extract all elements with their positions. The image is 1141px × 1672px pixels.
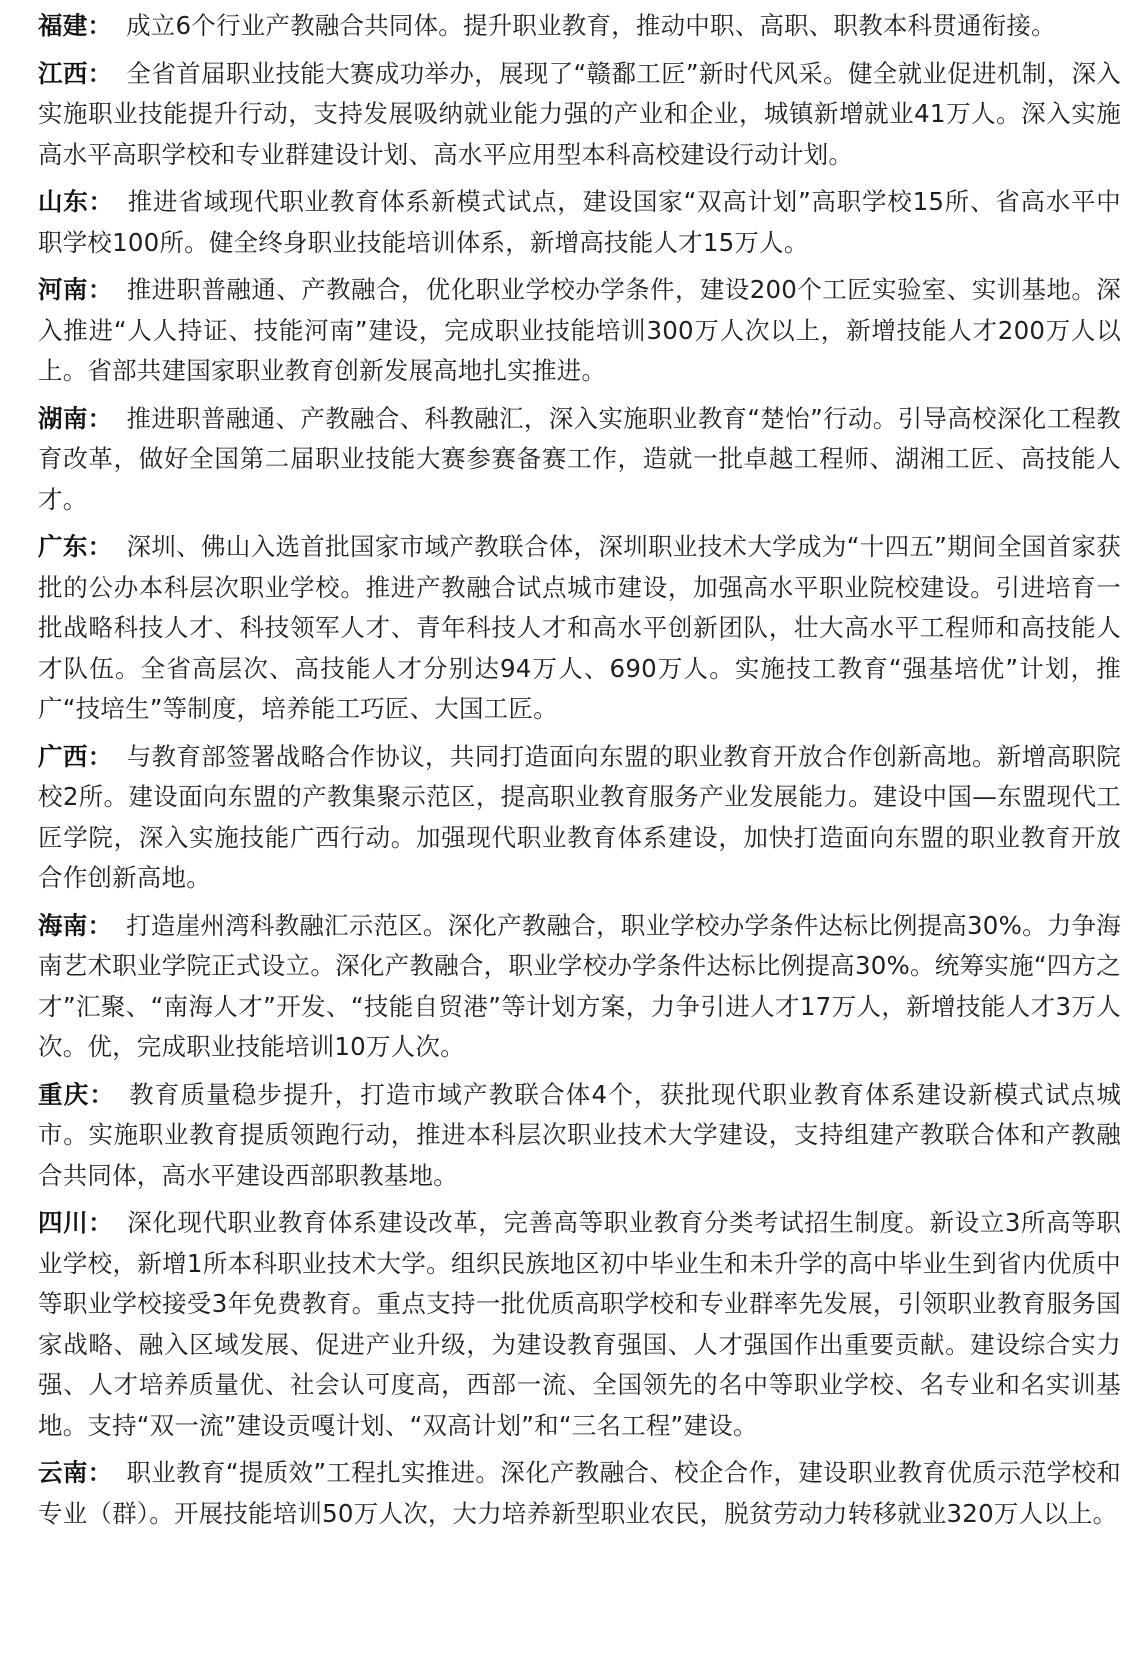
entry-sichuan	[38, 1203, 1121, 1446]
entry-text: 全省首届职业技能大赛成功举办，展现了“赣鄱工匠”新时代风采。健全就业促进机制，深入实施职业技能提升行动，支持发展吸纳就业能力强的产业和企业，城镇新增就业41万人。深入实施高水平高职学校和专业群建设计划、高水平应用型本科高校建设行动计划。	[38, 58, 1121, 169]
province-name: 山东	[38, 187, 89, 216]
entry-text: 推进职普融通、产教融合，优化职业学校办学条件，建设200个工匠实验室、实训基地。深入推进“人人持证、技能河南”建设，完成职业技能培训300万人次以上，新增技能人才200万人以上。省部共建国家职业教育创新发展高地扎实推进。	[38, 275, 1121, 385]
entry-chongqing	[38, 1075, 1121, 1197]
entry-text: 职业教育“提质效”工程扎实推进。深化产教融合、校企合作，建设职业教育优质示范学校和专业（群）。开展技能培训50万人次，大力培养新型职业农民，脱贫劳动力转移就业320万人以上。	[38, 1458, 1121, 1528]
province-name: 海南	[38, 910, 88, 940]
entry-text: 深化现代职业教育体系建设改革，完善高等职业教育分类考试招生制度。新设立3所高等职业学校，新增1所本科职业技术大学。组织民族地区初中毕业生和未升学的高中毕业生到省内优质中等职业学校接受3年免费教育。重点支持一批优质高职学校和专业群率先发展，引领职业教育服务国家战略、融入区域发展、促进产业升级，为建设教育强国、人才强国作出重要贡献。建设综合实力强、人才培养质量优、社会认可度高，西部一流、全国领先的名中等职业学校、名专业和名实训基地。支持“双一流”建设贡嘎计划、“双高计划”和“三名工程”建设。	[38, 1208, 1121, 1440]
entry-guangdong	[38, 527, 1121, 730]
entry-text: 推进省域现代职业教育体系新模式试点，建设国家“双高计划”高职学校15所、省高水平中职学校100所。健全终身职业技能培训体系，新增高技能人才15万人。	[38, 187, 1121, 257]
province-separator: ：	[87, 741, 113, 771]
entry-guangxi	[38, 737, 1121, 899]
entry-text: 推进职普融通、产教融合、科教融汇，深入实施职业教育“楚怡”行动。引导高校深化工程教育改革，做好全国第二届职业技能大赛参赛备赛工作，造就一批卓越工程师、湖湘工匠、高技能人才。	[38, 403, 1121, 514]
entry-fujian	[38, 6, 1121, 47]
entry-hainan	[38, 906, 1121, 1068]
province-name: 广西	[38, 741, 88, 771]
province-separator: ：	[87, 11, 113, 40]
entry-hunan	[38, 399, 1121, 521]
province-separator: ：	[88, 1208, 114, 1237]
province-name: 福建	[38, 11, 88, 40]
entry-jiangxi	[38, 54, 1121, 176]
province-name: 四川	[38, 1208, 89, 1237]
province-name: 广东	[38, 532, 88, 561]
province-separator: ：	[87, 1458, 113, 1487]
province-separator: ：	[87, 910, 113, 940]
entry-yunnan	[38, 1453, 1121, 1534]
province-name: 重庆	[38, 1079, 90, 1109]
entry-text: 与教育部签署战略合作协议，共同打造面向东盟的职业教育开放合作创新高地。新增高职院校2所。建设面向东盟的产教集聚示范区，提高职业教育服务产业发展能力。建设中国—东盟现代工匠学院，深入实施技能广西行动。加强现代职业教育体系建设，加快打造面向东盟的职业教育开放合作创新高地。	[38, 741, 1122, 892]
province-name: 河南	[38, 275, 88, 304]
entry-text: 打造崖州湾科教融汇示范区。深化产教融合，职业学校办学条件达标比例提高30%。力争海南艺术职业学院正式设立。深化产教融合，职业学校办学条件达标比例提高30%。统筹实施“四方之才”汇聚、“南海人才”开发、“技能自贸港”等计划方案，力争引进人才17万人，新增技能人才3万人次。优，完成职业技能培训10万人次。	[38, 910, 1121, 1061]
entry-text: 深圳、佛山入选首批国家市域产教联合体，深圳职业技术大学成为“十四五”期间全国首家获批的公办本科层次职业学校。推进产教融合试点城市建设，加强高水平职业院校建设。引进培育一批战略科技人才、科技领军人才、青年科技人才和高水平创新团队，壮大高水平工程师和高技能人才队伍。全省高层次、高技能人才分别达94万人、690万人。实施技工教育“强基培优”计划，推广“技培生”等制度，培养能工巧匠、大国工匠。	[38, 532, 1121, 723]
province-separator: ：	[87, 532, 113, 561]
province-separator: ：	[89, 1079, 116, 1109]
province-name: 湖南	[38, 403, 88, 433]
province-separator: ：	[88, 187, 114, 216]
entry-text: 成立6个行业产教融合共同体。提升职业教育，推动中职、高职、职教本科贯通衔接。	[126, 11, 1056, 40]
entry-shandong	[38, 182, 1121, 263]
province-name: 江西	[38, 58, 88, 88]
entry-text: 教育质量稳步提升，打造市域产教联合体4个，获批现代职业教育体系建设新模式试点城市。实施职业教育提质领跑行动，推进本科层次职业技术大学建设，支持组建产教联合体和产教融合共同体，高水平建设西部职教基地。	[38, 1079, 1122, 1190]
province-separator: ：	[87, 58, 113, 88]
province-separator: ：	[87, 275, 113, 304]
province-name: 云南	[38, 1458, 88, 1487]
entry-henan	[38, 270, 1121, 392]
province-separator: ：	[87, 403, 113, 433]
